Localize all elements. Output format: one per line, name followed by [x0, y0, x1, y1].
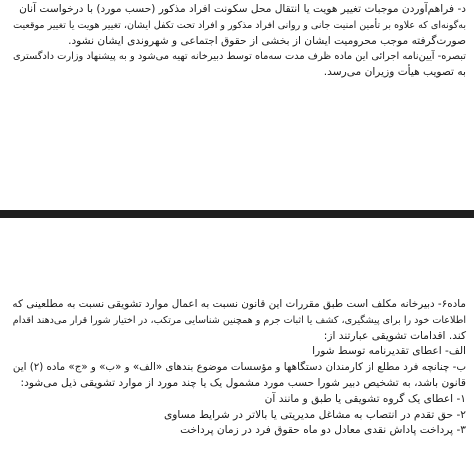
page-content-clip: [0, 218, 474, 452]
document-page-top: [0, 0, 474, 210]
paragraph-block-top: [8, 2, 466, 81]
text-line: صورت‌گرفته موجب محرومیت ایشان از بخشی از حقوق اجتماعی و شهروندی ایشان نشود.: [68, 34, 466, 47]
text-line: د- فراهم‌آوردن موجبات تغییر هویت یا انتقال محل سکونت افراد مذکور (حسب مورد) با درخواست آنان: [19, 3, 466, 15]
text-line: به‌گونه‌ای که علاوه بر تأمین امنیت جانی و روانی افراد مذکور و افراد تحت تکفل ایشان، تغییر هویت یا تغییر موقعیت: [13, 19, 466, 31]
document-page-bottom: [0, 218, 474, 452]
page-separator: [0, 210, 474, 218]
text-line: ب- چنانچه فرد مطلع از کارمندان دستگاهها و مؤسسات موضوع بندهای «الف» و «ب» و «ج» ماده (۲) این: [12, 361, 466, 374]
text-line: قانون باشد، به تشخیص دبیر شورا حسب مورد مشمول یک یا چند مورد از موارد تشویقی ذیل می‌شود:: [20, 376, 466, 389]
text-line: اطلاعات خود را برای پیشگیری، کشف یا اثبات جرم و همچنین شناسایی مرتکب، در اختیار شورا قرار می‌دهند اقدام: [12, 314, 466, 326]
paragraph-block-bottom: [8, 297, 466, 439]
text-line: الف- اعطای تقدیرنامه توسط شورا: [312, 345, 466, 358]
text-line: ۳- پرداخت پاداش نقدی معادل دو ماه حقوق فرد در زمان پرداخت: [180, 424, 466, 437]
text-line: کند. اقدامات تشویقی عبارتند از:: [323, 329, 466, 342]
text-line: ماده۶- دبیرخانه مکلف است طبق مقررات این قانون نسبت به اعمال موارد تشویقی نسبت به مطلعینی که: [12, 298, 466, 310]
text-line: به تصویب هیأت وزیران می‌رسد.: [323, 66, 466, 79]
text-line: ۲- حق تقدم در انتصاب به مشاغل مدیریتی یا بالاتر در شرایط مساوی: [163, 408, 466, 421]
text-line: تبصره- آیین‌نامه اجرائی این ماده ظرف مدت سه‌ماه توسط دبیرخانه تهیه می‌شود و به پیشنهاد وزارت دادگستری: [12, 51, 466, 63]
text-line: ۱- اعطای یک گروه تشویقی یا طبق و مانند آن: [264, 392, 466, 405]
